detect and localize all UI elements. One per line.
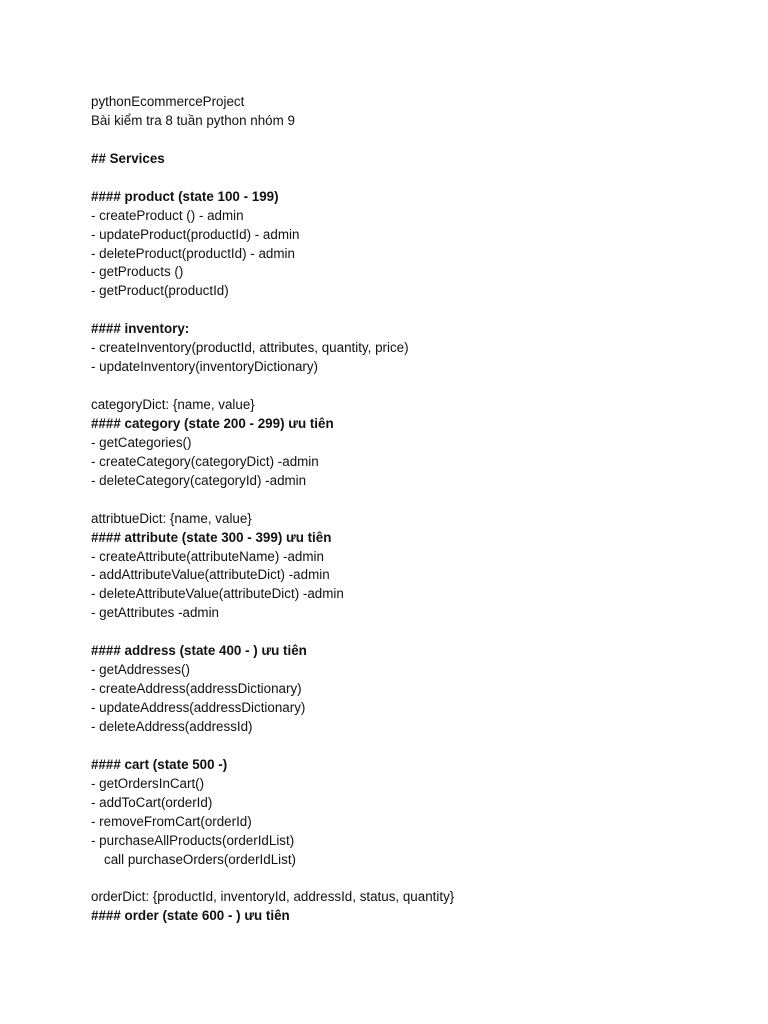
section-heading: #### inventory:	[91, 321, 190, 337]
list-item: - purchaseAllProducts(orderIdList)	[91, 832, 295, 848]
section-heading: #### address (state 400 - ) ưu tiên	[91, 643, 307, 659]
list-item: - updateInventory(inventoryDictionary)	[91, 359, 319, 375]
list-item: - getProduct(productId)	[91, 283, 229, 299]
list-item: - updateProduct(productId) - admin	[91, 226, 300, 242]
blank-line	[91, 491, 731, 510]
list-item: - deleteAttributeValue(attributeDict) -admin	[91, 586, 344, 602]
list-item: - getAddresses()	[91, 662, 190, 678]
list-item: - deleteCategory(categoryId) -admin	[91, 472, 307, 488]
blank-line	[91, 301, 731, 320]
blank-line	[91, 869, 731, 888]
text-line: categoryDict: {name, value}	[91, 397, 255, 412]
text-line: pythonEcommerceProject	[91, 94, 245, 109]
blank-line	[91, 169, 731, 188]
list-item: - getAttributes -admin	[91, 605, 220, 621]
list-item: - addToCart(orderId)	[91, 794, 213, 810]
list-item: - getCategories()	[91, 434, 192, 450]
list-item: - updateAddress(addressDictionary)	[91, 700, 306, 715]
section-heading: #### product (state 100 - 199)	[91, 188, 279, 204]
section-heading: #### cart (state 500 -)	[91, 756, 228, 772]
blank-line	[91, 131, 731, 150]
list-item: - getProducts ()	[91, 264, 184, 280]
list-item: - createProduct () - admin	[91, 207, 244, 223]
document-page	[91, 93, 731, 926]
section-heading: #### attribute (state 300 - 399) ưu tiên	[91, 529, 332, 545]
list-item: - createAttribute(attributeName) -admin	[91, 548, 324, 564]
list-item: - createCategory(categoryDict) -admin	[91, 453, 319, 469]
section-heading: #### order (state 600 - ) ưu tiên	[91, 908, 290, 924]
blank-line	[91, 623, 731, 642]
section-heading: #### category (state 200 - 299) ưu tiên	[91, 415, 334, 431]
list-item: - getOrdersInCart()	[91, 775, 205, 791]
list-item: - createInventory(productId, attributes, quantity, price)	[91, 340, 409, 356]
list-item: - deleteProduct(productId) - admin	[91, 245, 295, 261]
text-line: orderDict: {productId, inventoryId, addressId, status, quantity}	[91, 889, 455, 905]
blank-line	[91, 737, 731, 756]
list-item: - removeFromCart(orderId)	[91, 813, 252, 829]
text-line: Bài kiểm tra 8 tuần python nhóm 9	[91, 112, 295, 128]
blank-line	[91, 377, 731, 396]
section-heading: ## Services	[91, 150, 165, 166]
indented-note: call purchaseOrders(orderIdList)	[104, 851, 297, 867]
list-item: - addAttributeValue(attributeDict) -admin	[91, 567, 330, 583]
list-item: - createAddress(addressDictionary)	[91, 681, 302, 697]
text-line: attribtueDict: {name, value}	[91, 510, 252, 526]
list-item: - deleteAddress(addressId)	[91, 718, 253, 734]
